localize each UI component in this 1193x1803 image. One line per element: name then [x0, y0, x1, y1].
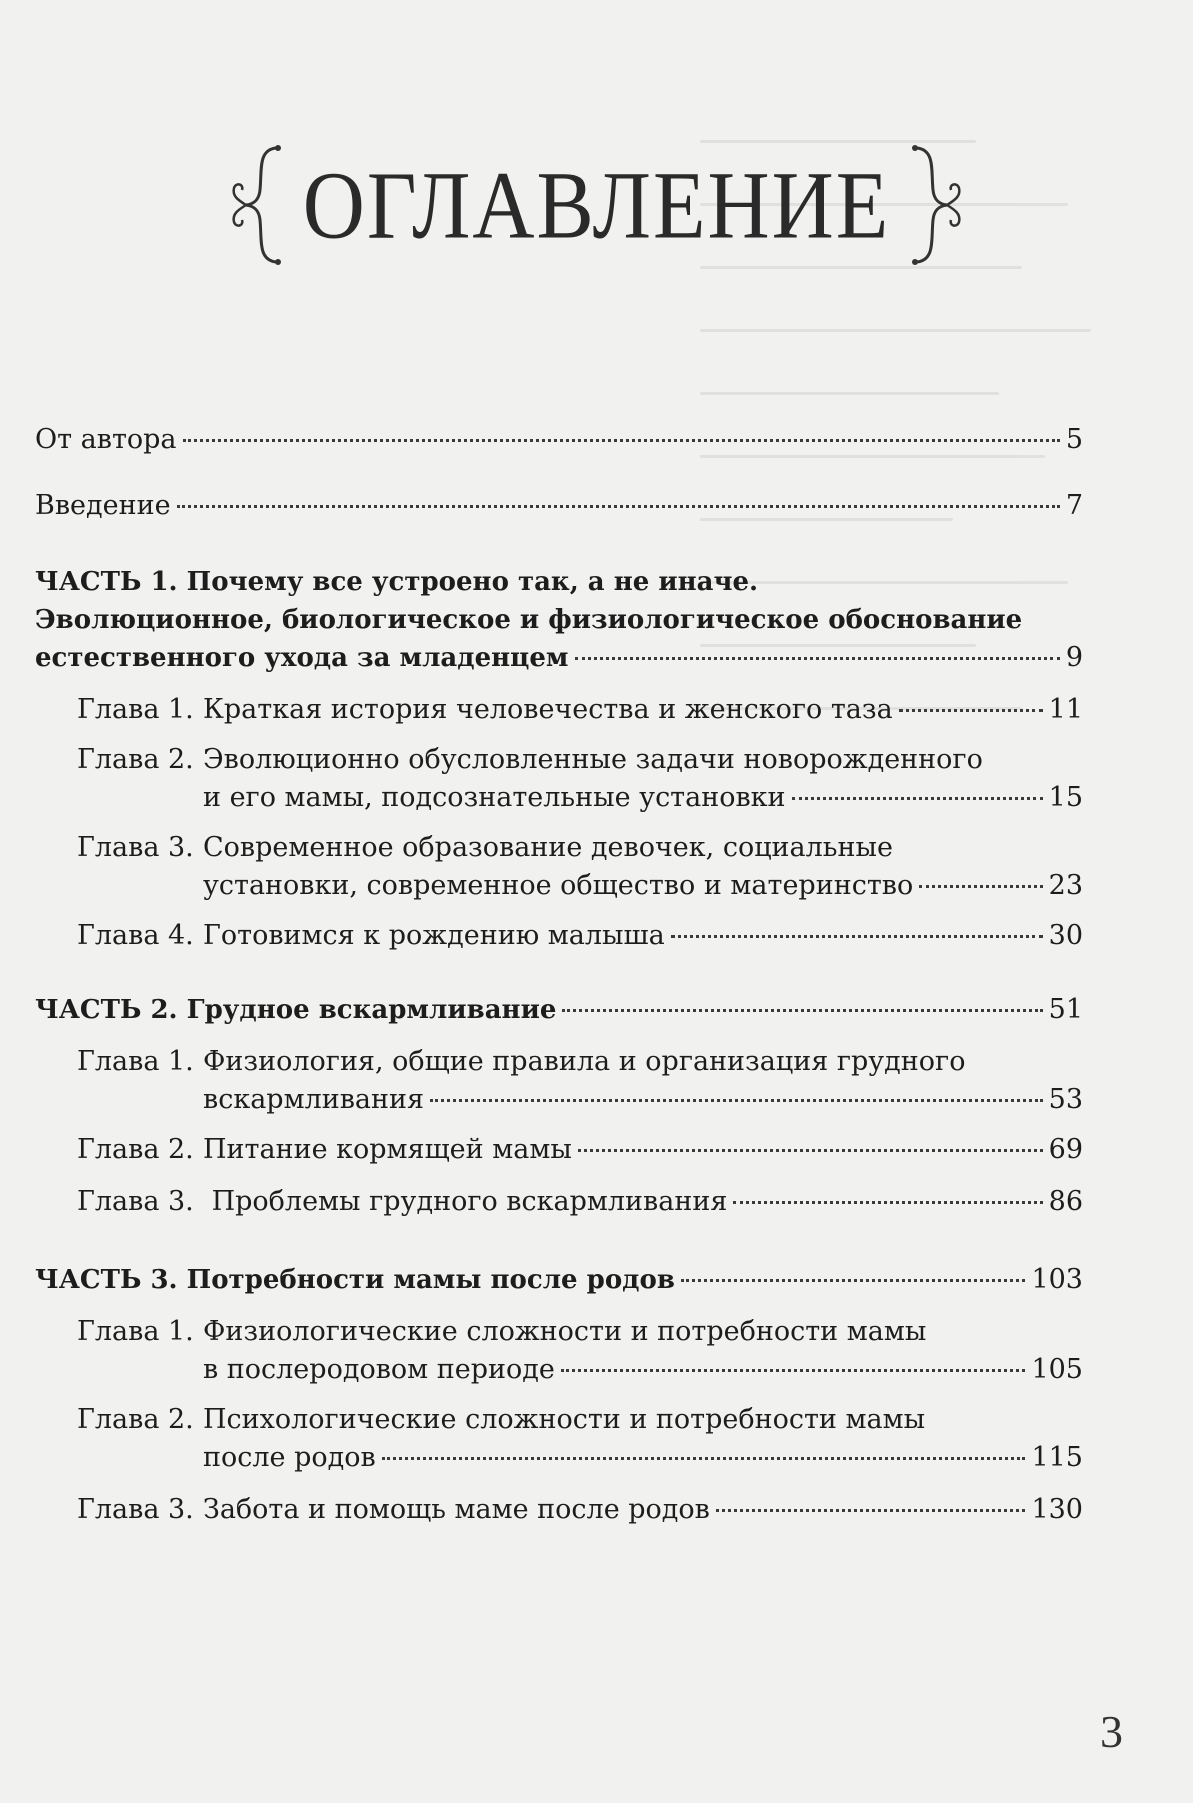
part3-chapter-2[interactable] [35, 1400, 1083, 1440]
dot-leader [733, 1201, 1042, 1204]
chapter-title: Физиологические сложности и потребности мамы [203, 1316, 927, 1347]
title-block [0, 140, 1193, 270]
dot-leader [430, 1099, 1043, 1102]
dot-leader [562, 1009, 1042, 1012]
dot-leader [177, 505, 1060, 508]
dot-leader [183, 439, 1060, 442]
part1-heading-line2 [35, 600, 1083, 640]
entry-page: 11 [1048, 694, 1083, 725]
part1-chapter-3-cont[interactable] [35, 866, 1083, 906]
part1-chapter-4[interactable] [35, 916, 1083, 956]
chapter-label: Глава 3. [77, 1494, 194, 1525]
chapter-label: Глава 3. [77, 1186, 194, 1217]
part1-chapter-2-cont[interactable] [35, 778, 1083, 818]
entry-page: 130 [1031, 1494, 1083, 1525]
chapter-title: Забота и помощь маме после родов [203, 1494, 710, 1525]
chapter-title: Психологические сложности и потребности мамы [203, 1404, 926, 1435]
chapter-title: Краткая история человечества и женского таза [203, 694, 893, 725]
entry-page: 23 [1048, 870, 1083, 901]
entry-page: 86 [1048, 1186, 1083, 1217]
chapter-title: после родов [203, 1442, 376, 1473]
entry-page: 15 [1048, 782, 1083, 813]
part2-chapter-3[interactable] [35, 1182, 1083, 1222]
part3-chapter-2-cont[interactable] [35, 1438, 1083, 1478]
part-title: ЧАСТЬ 1. Почему все устроено так, а не иначе. [35, 567, 759, 597]
part1-heading-line1[interactable] [35, 562, 1083, 602]
left-bracket-ornament-icon [228, 140, 298, 270]
page-title: ОГЛАВЛЕНИЕ [302, 151, 891, 259]
entry-page: 69 [1048, 1134, 1083, 1165]
entry-page: 5 [1065, 424, 1083, 455]
entry-page: 103 [1031, 1264, 1083, 1295]
entry-page: 7 [1065, 490, 1083, 521]
chapter-title: вскармливания [203, 1084, 425, 1115]
chapter-label: Глава 3. [77, 832, 194, 863]
part1-heading-line3[interactable] [35, 638, 1083, 678]
chapter-title: и его мамы, подсознательные установки [203, 782, 786, 813]
chapter-title: Современное образование девочек, социальные [203, 832, 893, 863]
toc-entry-author[interactable] [35, 420, 1083, 460]
chapter-title: Проблемы грудного вскармливания [203, 1186, 728, 1217]
part3-chapter-1-cont[interactable] [35, 1350, 1083, 1390]
entry-page: 9 [1065, 642, 1083, 673]
dot-leader [716, 1509, 1026, 1512]
entry-page: 53 [1048, 1084, 1083, 1115]
part2-chapter-1-cont[interactable] [35, 1080, 1083, 1120]
entry-page: 51 [1048, 994, 1083, 1025]
part1-chapter-2[interactable] [35, 740, 1083, 780]
entry-page: 30 [1048, 920, 1083, 951]
dot-leader [382, 1457, 1026, 1460]
chapter-label: Глава 4. [77, 920, 194, 951]
part-title: Эволюционное, биологическое и физиологическое обоснование [35, 605, 1023, 635]
dot-leader [792, 797, 1043, 800]
chapter-title: Готовимся к рождению малыша [203, 920, 665, 951]
part1-chapter-1[interactable] [35, 690, 1083, 730]
chapter-label: Глава 1. [77, 1316, 194, 1347]
chapter-title: Питание кормящей мамы [203, 1134, 572, 1165]
chapter-title: Физиология, общие правила и организация грудного [203, 1046, 966, 1077]
entry-text: От автора [35, 424, 177, 455]
part1-chapter-3[interactable] [35, 828, 1083, 868]
part3-chapter-1[interactable] [35, 1312, 1083, 1352]
chapter-label: Глава 1. [77, 694, 194, 725]
chapter-label: Глава 2. [77, 744, 194, 775]
right-bracket-ornament-icon [895, 140, 965, 270]
chapter-label: Глава 2. [77, 1404, 194, 1435]
part2-chapter-2[interactable] [35, 1130, 1083, 1170]
dot-leader [671, 935, 1043, 938]
page-number: 3 [1100, 1706, 1123, 1757]
part-title: ЧАСТЬ 2. Грудное вскармливание [35, 995, 557, 1025]
entry-page: 105 [1031, 1354, 1083, 1385]
chapter-label: Глава 1. [77, 1046, 194, 1077]
chapter-label: Глава 2. [77, 1134, 194, 1165]
dot-leader [575, 657, 1060, 660]
entry-page: 115 [1031, 1442, 1083, 1473]
part3-heading[interactable] [35, 1260, 1083, 1300]
chapter-title: в послеродовом периоде [203, 1354, 555, 1385]
dot-leader [681, 1279, 1026, 1282]
part-title: ЧАСТЬ 3. Потребности мамы после родов [35, 1265, 675, 1295]
toc-entry-intro[interactable] [35, 486, 1083, 526]
entry-text: Введение [35, 490, 171, 521]
chapter-title: установки, современное общество и материнство [203, 870, 914, 901]
dot-leader [899, 709, 1043, 712]
part3-chapter-3[interactable] [35, 1490, 1083, 1530]
dot-leader [561, 1369, 1026, 1372]
dot-leader [578, 1149, 1043, 1152]
part2-heading[interactable] [35, 990, 1083, 1030]
part-title: естественного ухода за младенцем [35, 643, 569, 673]
chapter-title: Эволюционно обусловленные задачи новорожденного [203, 744, 983, 775]
dot-leader [919, 885, 1042, 888]
part2-chapter-1[interactable] [35, 1042, 1083, 1082]
